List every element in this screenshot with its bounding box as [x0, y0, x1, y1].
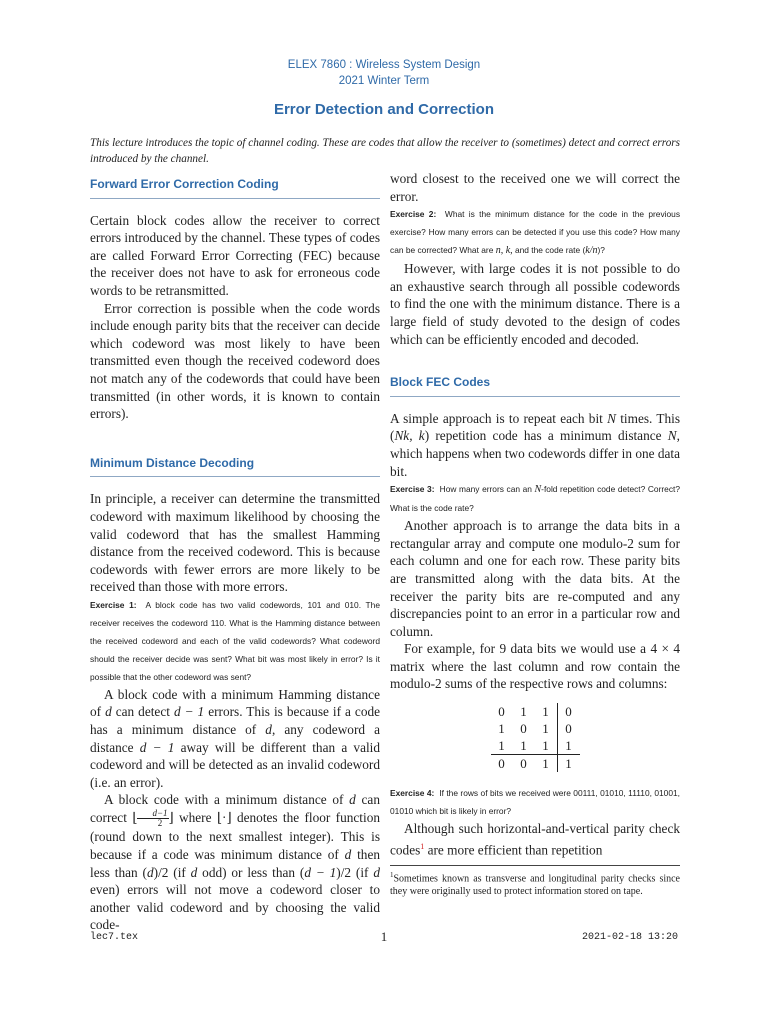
footer-date: 2021-02-18 13:20: [581, 932, 678, 943]
matrix-row: 0 0 1 1: [491, 755, 580, 773]
paragraph: However, with large codes it is not possible to do an exhaustive search through all possible codewords to find the one with the minimum distance. There is a large field of study devoted to the design of codes which can be efficiently encoded and decoded.: [390, 261, 680, 347]
term-label: 2021 Winter Term: [338, 75, 430, 87]
paragraph: Although such horizontal-and-vertical parity check codes$^1$ are more efficient than repetition: [390, 821, 680, 858]
section-heading-min-distance: Minimum Distance Decoding: [90, 455, 380, 478]
matrix-row: 1 0 1 0: [491, 720, 580, 737]
paragraph: A simple approach is to repeat each bit N times. This (Nk, k) repetition code has a minimum distance N, which happens when two codewords differ in one data bit.: [390, 410, 680, 479]
paragraph: Error correction is possible when the code words include enough parity bits that the receiver can decide which codeword was most likely to have been transmitted even though the received codeword does not match any of the codewords that could have been transmitted (in other words, it is known to contain errors).: [90, 300, 380, 422]
exercise-label: Exercise 1:: [90, 599, 137, 610]
page-title: Error Detection and Correction: [273, 101, 495, 118]
matrix-row: 0 1 1 0: [491, 703, 580, 720]
paragraph: word closest to the received one we will correct the error.: [390, 171, 680, 204]
left-column: [90, 170, 380, 934]
course-name: ELEX 7860 : Wireless System Design: [287, 59, 481, 71]
right-column: [390, 170, 680, 898]
exercise-2: Exercise 2: What is the minimum distance for the code in the previous exercise? How many errors can be detected if you use this code? How many can be corrected? What are n, k, and the code rate (k/n)?: [390, 209, 681, 257]
exercise-4: Exercise 4: If the rows of bits we received were 00111, 01010, 11110, 01001, 01010 which bit is likely in error?: [390, 788, 680, 817]
paragraph: A block code with a minimum Hamming distance of d can detect d − 1 errors. This is because if a code has a minimum distance of d, any codeword a distance d − 1 away will be different than a valid codeword and will be detected as an invalid codeword (i.e. an error).: [90, 686, 381, 790]
footnote-marker[interactable]: 1: [420, 841, 425, 851]
section-heading-block-fec: Block FEC Codes: [390, 374, 680, 397]
exercise-text: A block code has two valid codewords, 101 and 010. The receiver receives the codeword 110. What is the Hamming distance between the received codeword and each of the valid codewords? What codeword should the receiver decide was sent? What bit was most likely in error? Is it possible that the other codeword was sent?: [90, 599, 380, 682]
matrix-row: 1 1 1 1: [491, 737, 580, 755]
page-number: 1: [380, 929, 388, 944]
parity-matrix: [491, 703, 580, 772]
abstract: This lecture introduces the topic of channel coding. These are codes that allow the receiver to (sometimes) detect and correct errors introduced by the channel.: [90, 137, 681, 165]
paragraph: Another approach is to arrange the data bits in a rectangular array and compute one modulo-2 sum for each column and one for each row. These parity bits are transmitted along with the data bits. At the receiver the parity bits are re-computed and any discrepancies point to an error in a particular row and column.: [390, 518, 680, 639]
paragraph: Certain block codes allow the receiver to correct errors introduced by the channel. These types of codes are called Forward Error Correcting (FEC) because the receiver does not have to ask for erroneous code words to be retransmitted.: [90, 212, 380, 298]
fraction: $\frac{d-1}{2}$: [137, 809, 168, 828]
footnote: $^1$Sometimes known as transverse and longitudinal parity checks since they were originally used to protect information stored on tape.: [390, 865, 680, 898]
footer-filename: lec7.tex: [90, 932, 139, 943]
section-heading-fec: Forward Error Correction Coding: [90, 176, 380, 199]
exercise-1: [90, 596, 380, 686]
paragraph: A block code with a minimum distance of d can correct ⌊ $\frac{d-1}{2}$ ⌋ where ⌊·⌋ denotes the floor function (round down to the next smallest integer). This is because if a code was minimum distance of d then less than (d)/2 (if d odd) or less than (d − 1)/2 (if d even) errors will not move a codeword closer to another valid codeword and by choosing the valid code-: [90, 792, 380, 933]
exercise-3: Exercise 3: How many errors can an N-fold repetition code detect? Correct? What is the code rate?: [390, 484, 680, 514]
paragraph: In principle, a receiver can determine the transmitted codeword with maximum likelihood by choosing the valid codeword that has the smallest Hamming distance from the received codeword. This is because codewords with fewer errors are more likely to be received than those with more errors.: [90, 491, 380, 595]
paragraph: For example, for 9 data bits we would use a 4 × 4 matrix where the last column and row contain the modulo-2 sums of the respective rows and columns:: [390, 641, 680, 692]
